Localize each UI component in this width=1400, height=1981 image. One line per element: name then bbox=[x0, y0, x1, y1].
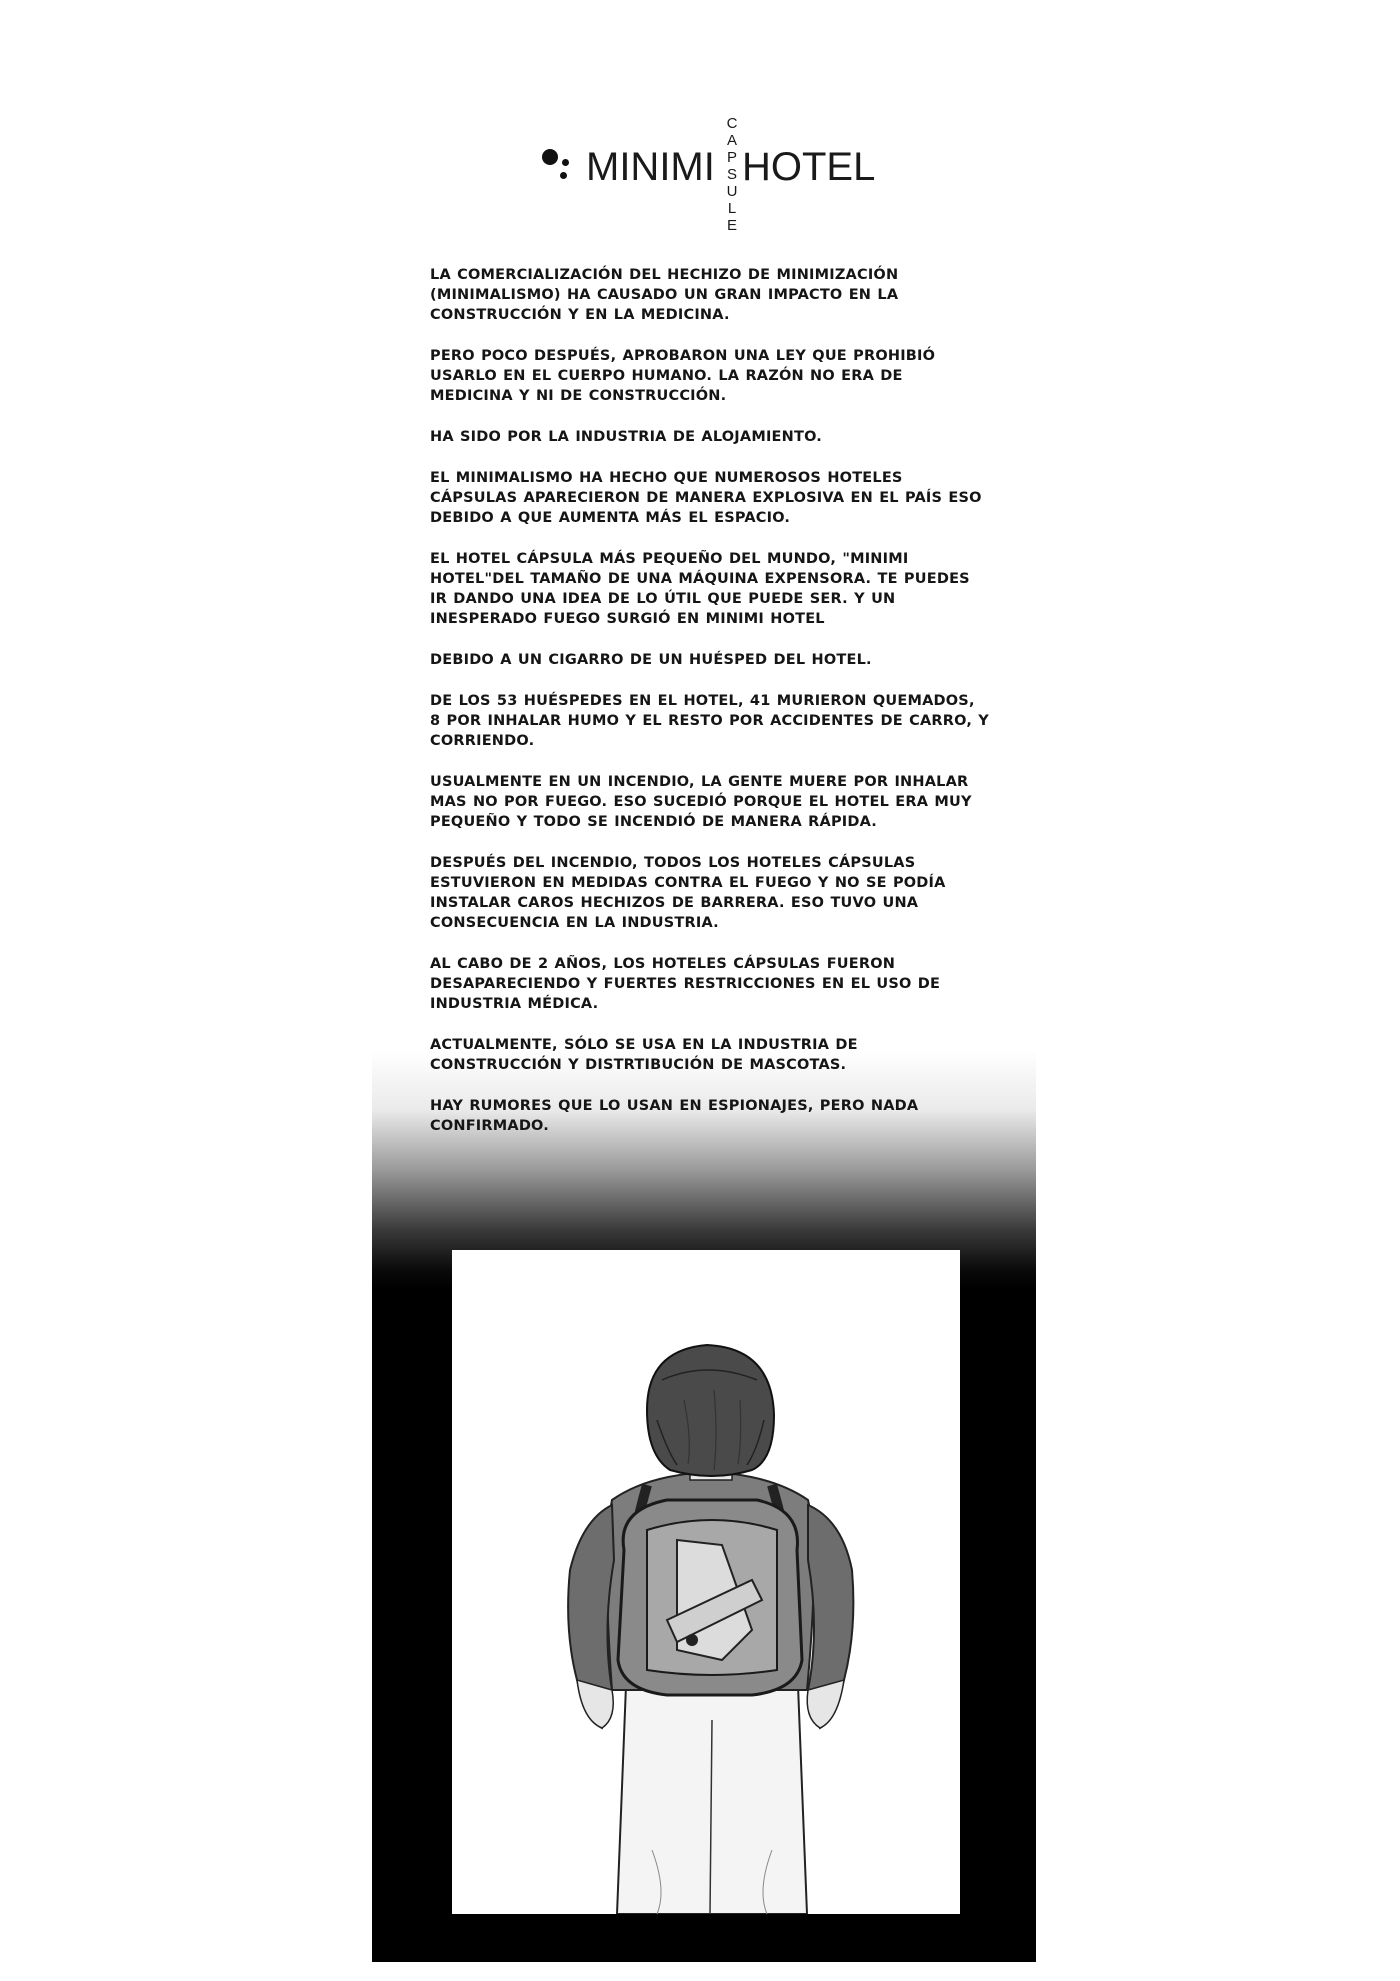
paragraph: EL HOTEL CÁPSULA MÁS PEQUEÑO DEL MUNDO, "MINIMI HOTEL"DEL TAMAÑO DE UNA MÁQUINA EXPENSORA. TE PUEDES IR DANDO UNA IDEA DE LO ÚTIL QUE PUEDE SER. Y UN INESPERADO FUEGO SURGIÓ EN MINIMI HOTEL bbox=[430, 551, 970, 627]
logo-text-hotel: HOTEL bbox=[742, 145, 876, 189]
comic-strip bbox=[372, 0, 1036, 1962]
paragraph: HAY RUMORES QUE LO USAN EN ESPIONAJES, PERO NADA CONFIRMADO. bbox=[430, 1098, 919, 1134]
paragraph: LA COMERCIALIZACIÓN DEL HECHIZO DE MINIMIZACIÓN (MINIMALISMO) HA CAUSADO UN GRAN IMPACTO EN LA CONSTRUCCIÓN Y EN LA MEDICINA. bbox=[430, 267, 899, 323]
logo-letter: S bbox=[726, 166, 737, 183]
paragraph: PERO POCO DESPUÉS, APROBARON UNA LEY QUE PROHIBIÓ USARLO EN EL CUERPO HUMANO. LA RAZÓN NO ERA DE MEDICINA Y NI DE CONSTRUCCIÓN. bbox=[430, 348, 936, 404]
paragraph: USUALMENTE EN UN INCENDIO, LA GENTE MUERE POR INHALAR MAS NO POR FUEGO. ESO SUCEDIÓ PORQUE EL HOTEL ERA MUY PEQUEÑO Y TODO SE INCENDIÓ DE MANERA RÁPIDA. bbox=[430, 774, 972, 830]
boy-with-backpack-illustration bbox=[452, 1250, 960, 1914]
paragraph: DEBIDO A UN CIGARRO DE UN HUÉSPED DEL HOTEL. bbox=[430, 652, 872, 668]
logo-letter: L bbox=[727, 200, 737, 217]
paragraph: DESPUÉS DEL INCENDIO, TODOS LOS HOTELES CÁPSULAS ESTUVIERON EN MEDIDAS CONTRA EL FUEGO Y NO SE PODÍA INSTALAR CAROS HECHIZOS DE BARRERA. ESO TUVO UNA CONSECUENCIA EN LA INDUSTRIA. bbox=[430, 855, 946, 931]
illustration-panel bbox=[452, 1250, 960, 1914]
minimi-hotel-logo bbox=[542, 115, 876, 265]
story-text bbox=[430, 265, 990, 1157]
paragraph: EL MINIMALISMO HA HECHO QUE NUMEROSOS HOTELES CÁPSULAS APARECIERON DE MANERA EXPLOSIVA EN EL PAÍS ESO DEBIDO A QUE AUMENTA MÁS EL ESPACIO. bbox=[430, 470, 982, 526]
logo-dot-icon bbox=[542, 149, 558, 165]
logo-letter: U bbox=[726, 183, 738, 200]
logo-dot-icon bbox=[562, 159, 569, 166]
logo-letter: P bbox=[726, 149, 737, 166]
logo-dot-icon bbox=[560, 172, 567, 179]
paragraph: DE LOS 53 HUÉSPEDES EN EL HOTEL, 41 MURIERON QUEMADOS, 8 POR INHALAR HUMO Y EL RESTO POR ACCIDENTES DE CARRO, Y CORRIENDO. bbox=[430, 693, 989, 749]
logo-letter: A bbox=[726, 132, 737, 149]
paragraph: AL CABO DE 2 AÑOS, LOS HOTELES CÁPSULAS FUERON DESAPARECIENDO Y FUERTES RESTRICCIONES EN EL USO DE INDUSTRIA MÉDICA. bbox=[430, 956, 941, 1012]
logo-letter: C bbox=[726, 115, 738, 132]
logo-vertical-capsule bbox=[722, 115, 742, 234]
logo-text-minimi: MINIMI bbox=[586, 145, 715, 189]
paragraph: HA SIDO POR LA INDUSTRIA DE ALOJAMIENTO. bbox=[430, 429, 822, 445]
paragraph: ACTUALMENTE, SÓLO SE USA EN LA INDUSTRIA DE CONSTRUCCIÓN Y DISTRTIBUCIÓN DE MASCOTAS. bbox=[430, 1037, 858, 1073]
logo-letter: E bbox=[726, 217, 737, 234]
